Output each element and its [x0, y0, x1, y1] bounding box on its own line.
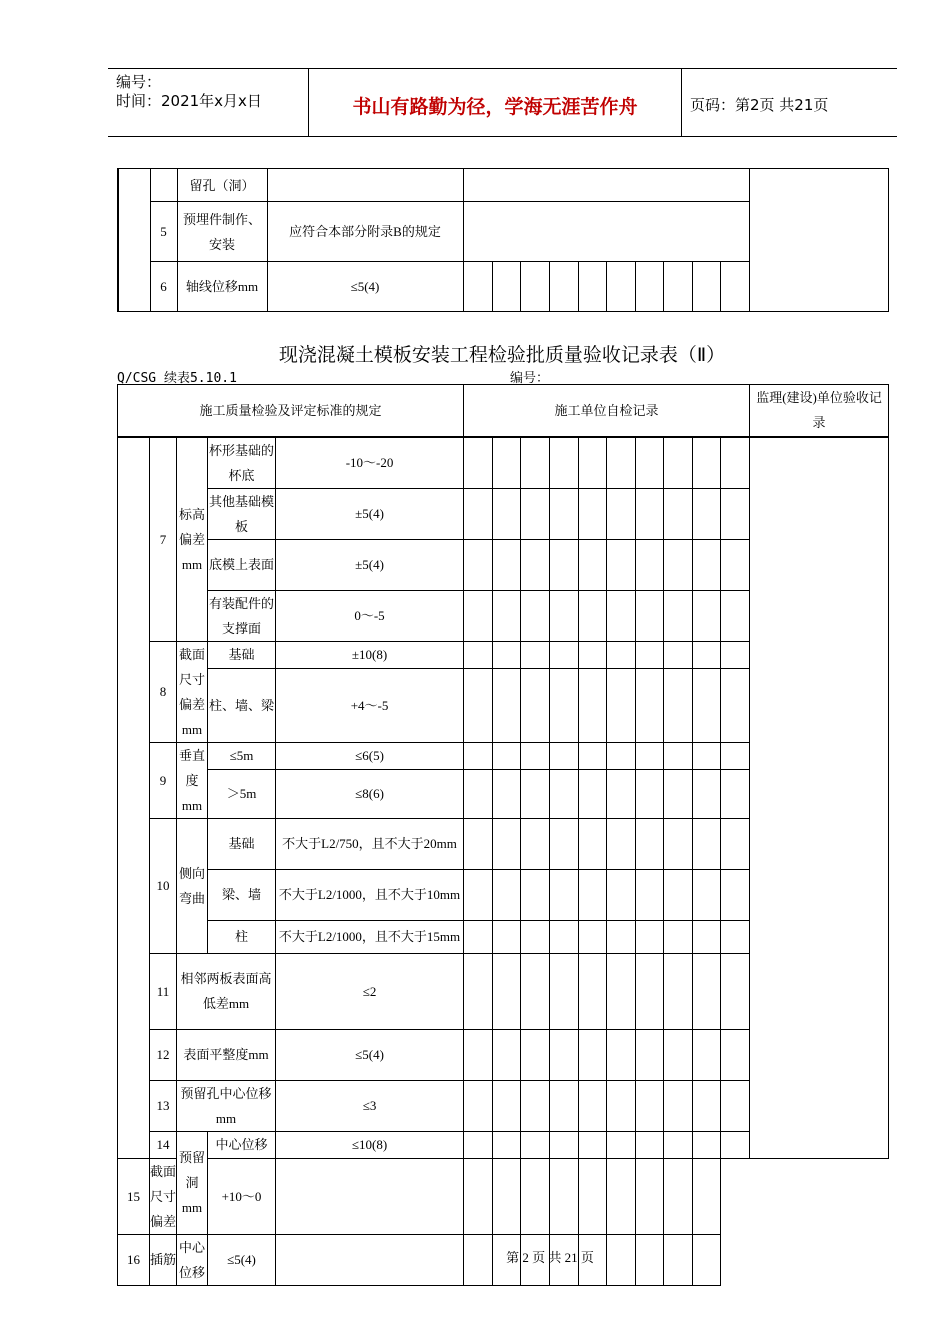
check-cell: [664, 920, 693, 953]
check-cell: [720, 262, 749, 312]
check-cell: [493, 668, 521, 742]
check-cell: [607, 742, 636, 769]
standard-value: ≤5(4): [276, 1029, 464, 1080]
check-cell: [607, 668, 636, 742]
item-number: 5: [150, 202, 177, 262]
check-cell: [463, 262, 492, 312]
check-cell: [579, 1131, 607, 1158]
sub-item-name: 柱、墙、梁: [208, 668, 276, 742]
check-cell: [521, 920, 550, 953]
check-cell: [493, 641, 521, 668]
check-cell: [521, 641, 550, 668]
group-label: 垂直度mm: [177, 742, 208, 818]
check-cell: [521, 1029, 550, 1080]
standard-value: ±5(4): [276, 539, 464, 590]
check-cell: [693, 769, 721, 818]
check-cell: [721, 920, 750, 953]
check-cell: [636, 953, 664, 1029]
item-number: 15: [118, 1158, 150, 1234]
check-cell: [521, 742, 550, 769]
check-cell: [636, 668, 664, 742]
check-cell: [550, 1131, 579, 1158]
check-cell: [721, 953, 750, 1029]
check-cell: [492, 262, 520, 312]
check-cell: [550, 920, 579, 953]
check-cell: [607, 539, 636, 590]
item-name: 留孔（洞）: [177, 169, 267, 202]
check-cell: [493, 1158, 521, 1234]
check-cell: [693, 869, 721, 920]
standard-value: ≤5(4): [267, 262, 463, 312]
check-cell: [464, 668, 493, 742]
check-cell: [521, 953, 550, 1029]
header-bottom-rule: [108, 136, 897, 137]
item-number: 9: [150, 742, 177, 818]
sub-item-name: 基础: [208, 818, 276, 869]
check-cell: [521, 869, 550, 920]
check-cell: [579, 953, 607, 1029]
category-cell: [118, 437, 150, 1159]
check-cell: [636, 869, 664, 920]
check-cell: [607, 1158, 636, 1234]
check-cell: [550, 1080, 579, 1131]
group-label: 插筋: [150, 1234, 177, 1285]
check-cell: [464, 590, 493, 641]
sub-item-name: 梁、墙: [208, 869, 276, 920]
check-cell: [607, 641, 636, 668]
table-header-row: [118, 385, 889, 437]
check-cell: [550, 590, 579, 641]
check-cell: [464, 953, 493, 1029]
check-cell: [607, 1131, 636, 1158]
standard-value: ±5(4): [276, 488, 464, 539]
item-number: 14: [150, 1131, 177, 1158]
check-cell: [693, 920, 721, 953]
standard-value: 不大于L2/1000，且不大于10mm: [276, 869, 464, 920]
check-cell: [464, 539, 493, 590]
check-cell: [692, 262, 720, 312]
sub-item-name: 底模上表面: [208, 539, 276, 590]
check-cell: [606, 262, 635, 312]
item-number: 7: [150, 437, 177, 642]
check-cell: [636, 539, 664, 590]
check-cell: [521, 1080, 550, 1131]
col-self-check-header: 施工单位自检记录: [464, 385, 750, 437]
check-cell: [636, 818, 664, 869]
check-cell: [607, 1080, 636, 1131]
sub-item-name: 其他基础模板: [208, 488, 276, 539]
check-cell: [550, 668, 579, 742]
standard-value: 不大于L2/750，且不大于20mm: [276, 818, 464, 869]
check-cell: [464, 437, 493, 489]
item-number: 13: [150, 1080, 177, 1131]
check-cell: [493, 1131, 521, 1158]
check-cell: [579, 742, 607, 769]
check-cell: [664, 742, 693, 769]
check-cell: [664, 437, 693, 489]
table-row: [118, 1158, 889, 1234]
check-cell: [664, 1158, 693, 1234]
sub-item-name: 截面尺寸偏差: [150, 1158, 177, 1234]
group-label: 标高偏差mm: [177, 437, 208, 642]
check-cell: [493, 437, 521, 489]
sub-item-name: 基础: [208, 641, 276, 668]
self-check-cell: [463, 169, 749, 202]
check-cell: [579, 1029, 607, 1080]
check-cell: [521, 668, 550, 742]
check-cell: [550, 1029, 579, 1080]
check-cell: [636, 1080, 664, 1131]
check-cell: [578, 262, 606, 312]
standard-value: +4～-5: [276, 668, 464, 742]
check-cell: [520, 262, 549, 312]
standard-value: 0～-5: [276, 590, 464, 641]
check-cell: [693, 818, 721, 869]
table-row: [118, 169, 888, 202]
check-cell: [664, 1080, 693, 1131]
check-cell: [521, 590, 550, 641]
item-name: 轴线位移mm: [177, 262, 267, 312]
check-cell: [549, 262, 578, 312]
check-cell: [521, 769, 550, 818]
item-number: 10: [150, 818, 177, 953]
check-cell: [693, 1158, 721, 1234]
check-cell: [693, 668, 721, 742]
check-cell: [493, 769, 521, 818]
check-cell: [664, 1029, 693, 1080]
item-number: 8: [150, 641, 177, 742]
standard-value: ≤6(5): [276, 742, 464, 769]
check-cell: [664, 539, 693, 590]
check-cell: [464, 641, 493, 668]
check-cell: [636, 1131, 664, 1158]
group-label: 预留洞mm: [177, 1131, 208, 1234]
item-number: 12: [150, 1029, 177, 1080]
check-cell: [464, 1080, 493, 1131]
header-page-label: 页码：第2页 共21页: [690, 96, 829, 114]
check-cell: [521, 437, 550, 489]
check-cell: [464, 488, 493, 539]
col-supervision-header: 监理(建设)单位验收记录: [750, 385, 889, 437]
check-cell: [607, 590, 636, 641]
check-cell: [607, 437, 636, 489]
category-cell: [118, 169, 150, 312]
page-footer: 第 2 页 共 21 页: [506, 1250, 594, 1265]
check-cell: [721, 437, 750, 489]
check-cell: [550, 437, 579, 489]
check-cell: [663, 262, 692, 312]
item-name: 预留孔中心位移mm: [177, 1080, 276, 1131]
check-cell: [493, 818, 521, 869]
check-cell: [721, 488, 750, 539]
check-cell: [550, 539, 579, 590]
check-cell: [664, 488, 693, 539]
check-cell: [464, 1029, 493, 1080]
check-cell: [579, 818, 607, 869]
check-cell: [693, 953, 721, 1029]
group-label: 侧向弯曲: [177, 818, 208, 953]
header-motto: 书山有路勤为径，学海无涯苦作舟: [352, 96, 638, 118]
item-number: 6: [150, 262, 177, 312]
header-top-rule: [108, 68, 897, 69]
check-cell: [579, 769, 607, 818]
table-row: [118, 437, 889, 489]
check-cell: [579, 539, 607, 590]
check-cell: [636, 641, 664, 668]
check-cell: [664, 769, 693, 818]
check-cell: [664, 953, 693, 1029]
check-cell: [721, 1080, 750, 1131]
check-cell: [521, 1131, 550, 1158]
check-cell: [721, 668, 750, 742]
check-cell: [607, 818, 636, 869]
check-cell: [464, 818, 493, 869]
check-cell: [493, 539, 521, 590]
check-cell: [693, 590, 721, 641]
check-cell: [493, 1080, 521, 1131]
check-cell: [721, 1029, 750, 1080]
check-cell: [693, 488, 721, 539]
check-cell: [579, 437, 607, 489]
check-cell: [521, 488, 550, 539]
check-cell: [664, 818, 693, 869]
check-cell: [721, 818, 750, 869]
standard-value: ≤10(8): [276, 1131, 464, 1158]
standard-value: ≤2: [276, 953, 464, 1029]
group-label: 截面尺寸偏差mm: [177, 641, 208, 742]
check-cell: [607, 953, 636, 1029]
check-cell: [550, 488, 579, 539]
check-cell: [579, 590, 607, 641]
check-cell: [550, 742, 579, 769]
check-cell: [721, 742, 750, 769]
check-cell: [693, 742, 721, 769]
check-cell: [521, 818, 550, 869]
check-cell: [579, 869, 607, 920]
check-cell: [493, 953, 521, 1029]
sub-item-name: 中心位移: [208, 1131, 276, 1158]
check-cell: [464, 869, 493, 920]
self-check-cell: [463, 202, 749, 262]
check-cell: [721, 869, 750, 920]
check-cell: [521, 539, 550, 590]
sub-item-name: ≤5m: [208, 742, 276, 769]
standard-value: 不大于L2/1000，且不大于15mm: [276, 920, 464, 953]
check-cell: [664, 869, 693, 920]
check-cell: [276, 1158, 464, 1234]
form-title: 现浇混凝土模板安装工程检验批质量验收记录表（Ⅱ）: [278, 344, 726, 366]
check-cell: [464, 742, 493, 769]
check-cell: [464, 920, 493, 953]
sub-item-name: 杯形基础的杯底: [208, 437, 276, 489]
check-cell: [636, 1029, 664, 1080]
check-cell: [493, 920, 521, 953]
check-cell: [464, 1158, 493, 1234]
form-code: Q/CSG 续表5.10.1: [117, 371, 237, 386]
header-divider: [681, 68, 682, 136]
check-cell: [493, 590, 521, 641]
header-time-label: 时间：2021年x月x日: [116, 92, 262, 110]
check-cell: [550, 953, 579, 1029]
check-cell: [693, 1131, 721, 1158]
check-cell: [721, 769, 750, 818]
check-cell: [636, 920, 664, 953]
header-number-label: 编号：: [116, 73, 162, 91]
check-cell: [579, 1158, 607, 1234]
check-cell: [607, 1029, 636, 1080]
check-cell: [693, 1080, 721, 1131]
check-cell: [721, 1131, 750, 1158]
check-cell: [664, 668, 693, 742]
item-number: 16: [118, 1234, 150, 1285]
check-cell: [550, 869, 579, 920]
check-cell: [550, 641, 579, 668]
check-cell: [579, 668, 607, 742]
item-name: 预埋件制作、安装: [177, 202, 267, 262]
check-cell: [636, 742, 664, 769]
item-number: [150, 169, 177, 202]
item-name: 表面平整度mm: [177, 1029, 276, 1080]
sub-item-name: 柱: [208, 920, 276, 953]
check-cell: [493, 742, 521, 769]
check-cell: [636, 769, 664, 818]
check-cell: [493, 1029, 521, 1080]
standard-value: [267, 169, 463, 202]
check-cell: [607, 488, 636, 539]
check-cell: [635, 262, 663, 312]
check-cell: [636, 437, 664, 489]
standard-value: ≤8(6): [276, 769, 464, 818]
main-table: [117, 384, 889, 1286]
check-cell: [521, 1158, 550, 1234]
sub-item-name: 有装配件的支撑面: [208, 590, 276, 641]
check-cell: [721, 641, 750, 668]
check-cell: [664, 641, 693, 668]
supervision-cell: [749, 169, 888, 312]
check-cell: [693, 1029, 721, 1080]
check-cell: [493, 869, 521, 920]
check-cell: [693, 641, 721, 668]
check-cell: [636, 488, 664, 539]
col-standard-header: 施工质量检验及评定标准的规定: [118, 385, 464, 437]
check-cell: [493, 488, 521, 539]
top-table: [117, 168, 889, 312]
check-cell: [721, 590, 750, 641]
check-cell: [550, 818, 579, 869]
check-cell: [550, 1158, 579, 1234]
check-cell: [721, 539, 750, 590]
check-cell: [464, 769, 493, 818]
check-cell: [579, 920, 607, 953]
standard-value: 应符合本部分附录B的规定: [267, 202, 463, 262]
check-cell: [579, 1080, 607, 1131]
check-cell: [693, 539, 721, 590]
item-number: 11: [150, 953, 177, 1029]
check-cell: [550, 769, 579, 818]
standard-value: +10～0: [208, 1158, 276, 1234]
item-name: 相邻两板表面高低差mm: [177, 953, 276, 1029]
sub-item-name: ＞5m: [208, 769, 276, 818]
form-number-label: 编号：: [510, 371, 550, 386]
check-cell: [636, 1158, 664, 1234]
sub-item-name: 中心位移: [177, 1234, 208, 1285]
check-cell: [664, 1131, 693, 1158]
check-cell: [607, 769, 636, 818]
standard-value: -10～-20: [276, 437, 464, 489]
check-cell: [464, 1131, 493, 1158]
check-cell: [693, 437, 721, 489]
check-cell: [664, 590, 693, 641]
check-cell: [636, 590, 664, 641]
check-cell: [607, 920, 636, 953]
check-cell: [579, 641, 607, 668]
standard-value: ≤5(4): [208, 1234, 276, 1285]
standard-value: ≤3: [276, 1080, 464, 1131]
standard-value: ±10(8): [276, 641, 464, 668]
check-cell: [607, 869, 636, 920]
supervision-cell: [750, 437, 889, 1159]
check-cell: [579, 488, 607, 539]
